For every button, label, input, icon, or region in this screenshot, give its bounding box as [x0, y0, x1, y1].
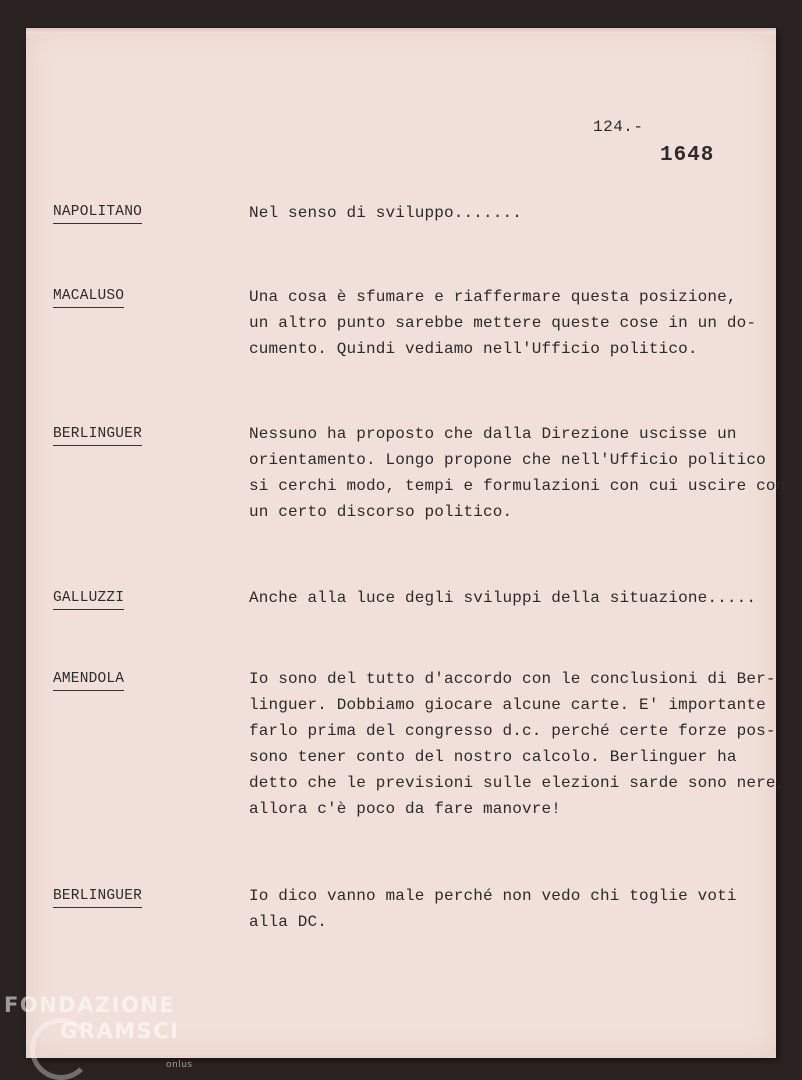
document-page [26, 28, 786, 1058]
speaker-name: NAPOLITANO [53, 204, 142, 224]
speaker-name: MACALUSO [53, 288, 124, 308]
watermark-line1: FONDAZIONE [4, 993, 176, 1017]
speaker-name: BERLINGUER [53, 426, 142, 446]
speech-text: Io sono del tutto d'accordo con le conclusioni di Ber- linguer. Dobbiamo giocare alcune carte. E' importante farlo prima del congresso d.c. perché certe forze pos- sono tener conto del nostro calcolo. Berlinguer ha detto che le previsioni sulle elezioni sarde sono nere, allora c'è poco da fare manovre! [249, 670, 786, 818]
archive-number: 1648 [660, 144, 715, 167]
speaker-name: AMENDOLA [53, 671, 124, 691]
watermark-logo [4, 992, 193, 1070]
speech-text: Anche alla luce degli sviluppi della situazione..... [249, 589, 757, 607]
speaker-name: BERLINGUER [53, 888, 142, 908]
speech-text: Una cosa è sfumare e riaffermare questa posizione, un altro punto sarebbe mettere queste cose in un do- cumento. Quindi vediamo nell'Ufficio politico. [249, 288, 757, 358]
page-number: 124.- [593, 118, 644, 136]
speech-text: Nessuno ha proposto che dalla Direzione uscisse un orientamento. Longo propone che nell'Ufficio politico si cerchi modo, tempi e formulazioni con cui uscire con un certo discorso politico. [249, 425, 786, 521]
watermark-line2: GRAMSCI [60, 1019, 180, 1043]
page-edge [26, 28, 776, 33]
speech-text: Nel senso di sviluppo....... [249, 204, 523, 222]
speaker-name: GALLUZZI [53, 590, 124, 610]
watermark-suffix: onlus [166, 1060, 193, 1070]
speech-text: Io dico vanno male perché non vedo chi toglie voti alla DC. [249, 887, 737, 931]
